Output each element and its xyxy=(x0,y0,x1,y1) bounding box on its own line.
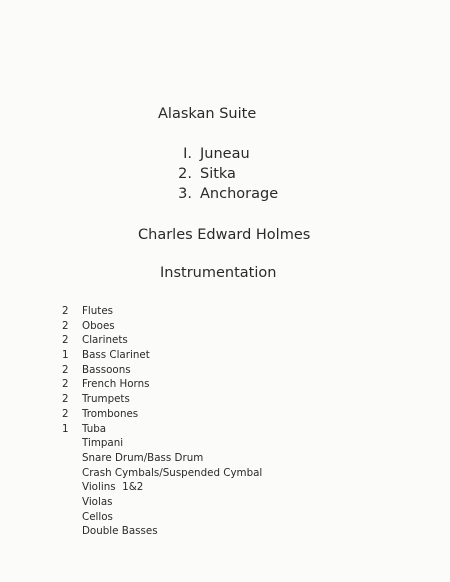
instrument-name: Trumpets xyxy=(82,393,130,406)
instrument-item xyxy=(62,363,262,378)
instrument-count: 2 xyxy=(62,305,69,317)
instrumentation-heading: Instrumentation xyxy=(160,265,277,281)
instrument-count xyxy=(62,466,82,481)
instrument-item xyxy=(62,422,262,437)
instrument-name: Clarinets xyxy=(82,334,128,347)
instrument-name: Trombones xyxy=(82,407,139,420)
instrument-name: Bassoons xyxy=(82,363,131,376)
movement-item xyxy=(170,166,278,186)
instrument-count: 2 xyxy=(62,393,69,406)
movement-number: I. xyxy=(183,146,192,162)
instrument-item xyxy=(62,304,262,319)
instrument-count xyxy=(62,510,82,525)
movement-number: 3. xyxy=(178,186,192,202)
instrument-name: Oboes xyxy=(82,319,115,332)
instrument-item xyxy=(62,392,262,407)
instrument-count xyxy=(62,524,82,539)
instrument-name: Flutes xyxy=(82,305,114,317)
composer-name: Charles Edward Holmes xyxy=(138,227,311,243)
instrument-item xyxy=(62,407,262,422)
instrument-item xyxy=(62,436,262,451)
instrument-count xyxy=(62,436,82,451)
movement-name: Juneau xyxy=(200,146,250,162)
instrument-count xyxy=(62,451,82,466)
instrument-count: 2 xyxy=(62,407,69,420)
instrument-item xyxy=(62,466,262,481)
instrument-count: 1 xyxy=(62,422,69,435)
instrument-name: Cellos xyxy=(82,510,113,523)
instrument-item xyxy=(62,333,262,348)
movement-number: 2. xyxy=(178,166,192,182)
instrument-name: Crash Cymbals/Suspended Cymbal xyxy=(82,466,263,479)
instrument-count xyxy=(62,480,82,495)
instrument-item xyxy=(62,480,262,495)
movement-name: Sitka xyxy=(200,166,236,182)
instrument-count: 2 xyxy=(62,363,69,376)
instrument-count: 2 xyxy=(62,319,69,332)
instrument-name: Tuba xyxy=(82,422,107,435)
instrument-name: Double Basses xyxy=(82,525,158,538)
instrument-name: Violas xyxy=(82,495,113,508)
instrument-item xyxy=(62,377,262,392)
instrument-list xyxy=(62,304,262,539)
document-title: Alaskan Suite xyxy=(158,106,257,122)
instrument-item xyxy=(62,319,262,334)
instrument-item xyxy=(62,495,262,510)
instrument-count: 2 xyxy=(62,378,69,391)
instrument-count: 2 xyxy=(62,334,69,347)
instrument-name: Timpani xyxy=(82,437,124,450)
instrument-name: Bass Clarinet xyxy=(82,349,150,362)
instrument-name: Violins 1&2 xyxy=(82,481,144,494)
movement-item xyxy=(170,186,278,206)
instrument-item xyxy=(62,524,262,539)
instrument-item xyxy=(62,451,262,466)
instrument-count xyxy=(62,495,82,510)
instrument-name: French Horns xyxy=(82,378,150,391)
instrument-item xyxy=(62,348,262,363)
instrument-name: Snare Drum/Bass Drum xyxy=(82,451,204,464)
instrument-item xyxy=(62,510,262,525)
movement-item xyxy=(170,146,278,166)
movement-list xyxy=(170,146,278,206)
instrument-count: 1 xyxy=(62,349,69,362)
movement-name: Anchorage xyxy=(200,186,279,202)
